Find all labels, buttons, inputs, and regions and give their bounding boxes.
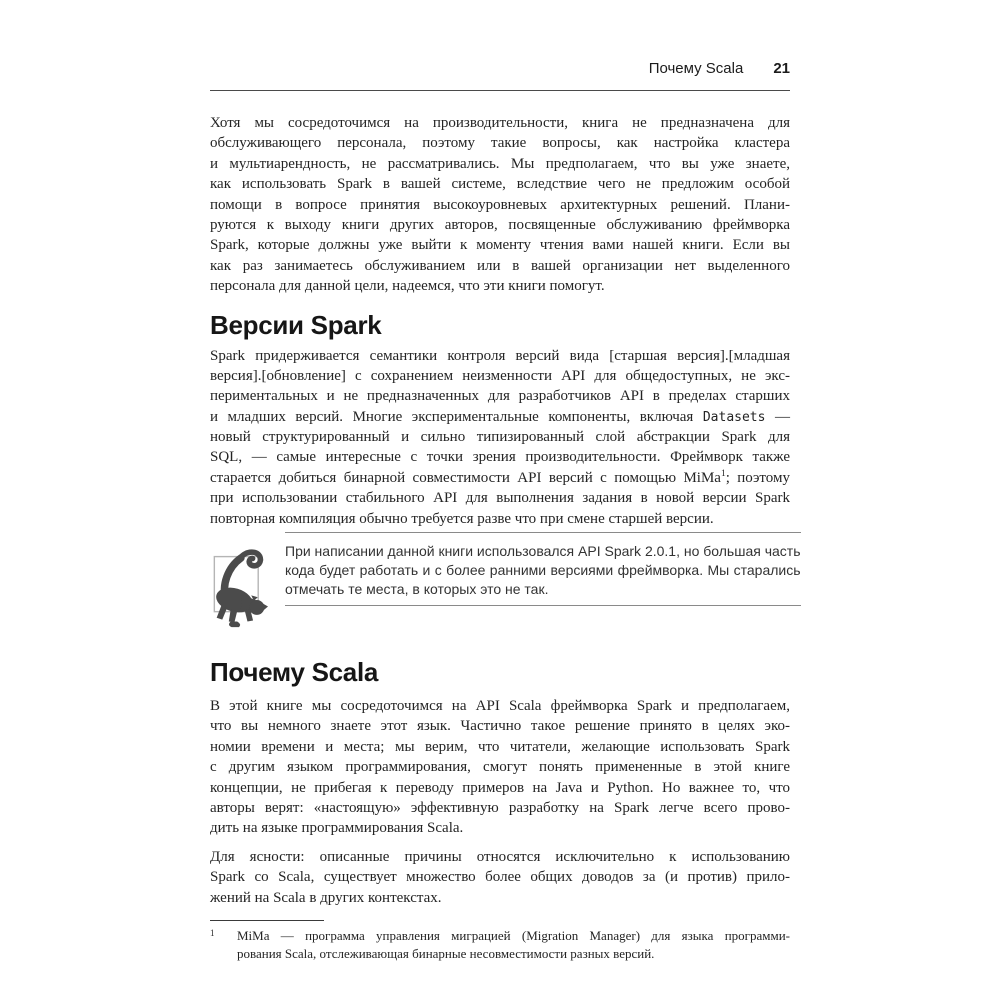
text-line: персонала для данной цели, надеемся, что эти книги помогут. — [210, 278, 605, 295]
text-line: версия].[обновление] с сохранением неизменности API для общедоступных, не экс- — [210, 367, 790, 384]
paragraph-why-scala-2 — [210, 847, 790, 908]
text-line: как раз занимаетесь обслуживанием или в вашей организации нет выделенного — [210, 257, 790, 274]
text-line: обслуживающего персонала, поэтому такие вопросы, как настройка кластера — [210, 135, 790, 152]
section-heading-why-scala: Почему Scala — [210, 657, 379, 688]
footnote — [210, 927, 790, 963]
text-line: кода будет работать и с более ранними версиями фреймворка. Мы старались — [285, 562, 801, 579]
text-line: жений на Scala в других контекстах. — [210, 889, 442, 906]
footnote-rule — [210, 920, 324, 921]
text-line: при использовании стабильного API для выполнения задания в новой версии Spark — [210, 490, 790, 507]
text-line: При написании данной книги использовался API Spark 2.0.1, но большая часть — [285, 543, 801, 560]
text-line: авторы верят: «настоящую» эффективную разработку на Spark легче всего прово- — [210, 799, 790, 816]
text-line: старается добиться бинарной совместимости API версий с помощью MiMa$^1$; поэтому — [210, 468, 790, 486]
text-line: руются к выходу книги других авторов, посвященные обслуживанию фреймворка — [210, 216, 790, 233]
page-number: 21 — [773, 60, 790, 77]
text-line: концепции, не прибегая к переводу примеров на Java и Python. Но важнее то, что — [210, 779, 790, 796]
page-header — [210, 0, 790, 91]
text-line: новый структурированный и сильно типизированный слой абстракции Spark для — [210, 429, 790, 446]
intro-paragraph — [210, 113, 790, 297]
text-line: Spark придерживается семантики контроля версий вида [старшая версия].[младшая — [210, 347, 790, 364]
footnote-marker: 1 — [210, 927, 215, 938]
text-line: что вы немного знаете этот язык. Частично такое решение принято в целях эко- — [210, 718, 790, 735]
footnote-text — [237, 927, 790, 963]
lemur-icon — [210, 532, 285, 633]
text-line: номии времени и места; мы верим, что читатели, желающие использовать Spark — [210, 738, 790, 755]
text-line: дить на языке программирования Scala. — [210, 820, 464, 837]
text-line: и младших версий. Многие экспериментальные компоненты, включая Datasets — — [210, 408, 790, 425]
text-line: рования Scala, отслеживающая бинарные несовместимости разных версий. — [237, 945, 655, 961]
text-line: Spark, которые должны уже выйти к моменту чтения вами нашей книги. Если вы — [210, 237, 790, 254]
text-line: и мультиарендность, не рассматривались. Мы предполагаем, что вы уже знаете, — [210, 155, 790, 172]
text-line: SQL, — самые интересные с точки зрения производительности. Фреймворк также — [210, 449, 790, 466]
section-heading-spark-versions: Версии Spark — [210, 309, 382, 340]
note-text — [285, 532, 801, 606]
text-line: как использовать Spark в вашей системе, вследствие чего не предложим особой — [210, 176, 790, 193]
text-line: Spark со Scala, существует множество более общих доводов за (и против) прило- — [210, 869, 790, 886]
text-line: В этой книге мы сосредоточимся на API Scala фреймворка Spark и предполагаем, — [210, 698, 790, 715]
text-line: Для ясности: описанные причины относятся исключительно к использованию — [210, 848, 790, 865]
text-line: помощи в вопросе принятия высокоуровневых архитектурных решений. Плани- — [210, 196, 790, 213]
paragraph-why-scala-1 — [210, 696, 790, 839]
text-line: отмечать те места, в которых это не так. — [285, 581, 549, 598]
note-box — [210, 532, 801, 633]
text-line: MiMa — программа управления миграцией (Migration Manager) для языка программи- — [237, 927, 790, 943]
text-line: повторная компиляция обычно требуется разве что при смене старшей версии. — [210, 510, 714, 527]
text-line: Хотя мы сосредоточимся на производительности, книга не предназначена для — [210, 115, 790, 131]
text-line: периментальных и не предназначенных для разработчиков API в пределах старших — [210, 388, 790, 405]
paragraph-spark-versions — [210, 346, 790, 530]
text-line: с другим языком программирования, смогут понять примененные в этой книге — [210, 759, 790, 776]
running-head-title: Почему Scala — [648, 60, 744, 77]
page-content — [210, 0, 801, 963]
